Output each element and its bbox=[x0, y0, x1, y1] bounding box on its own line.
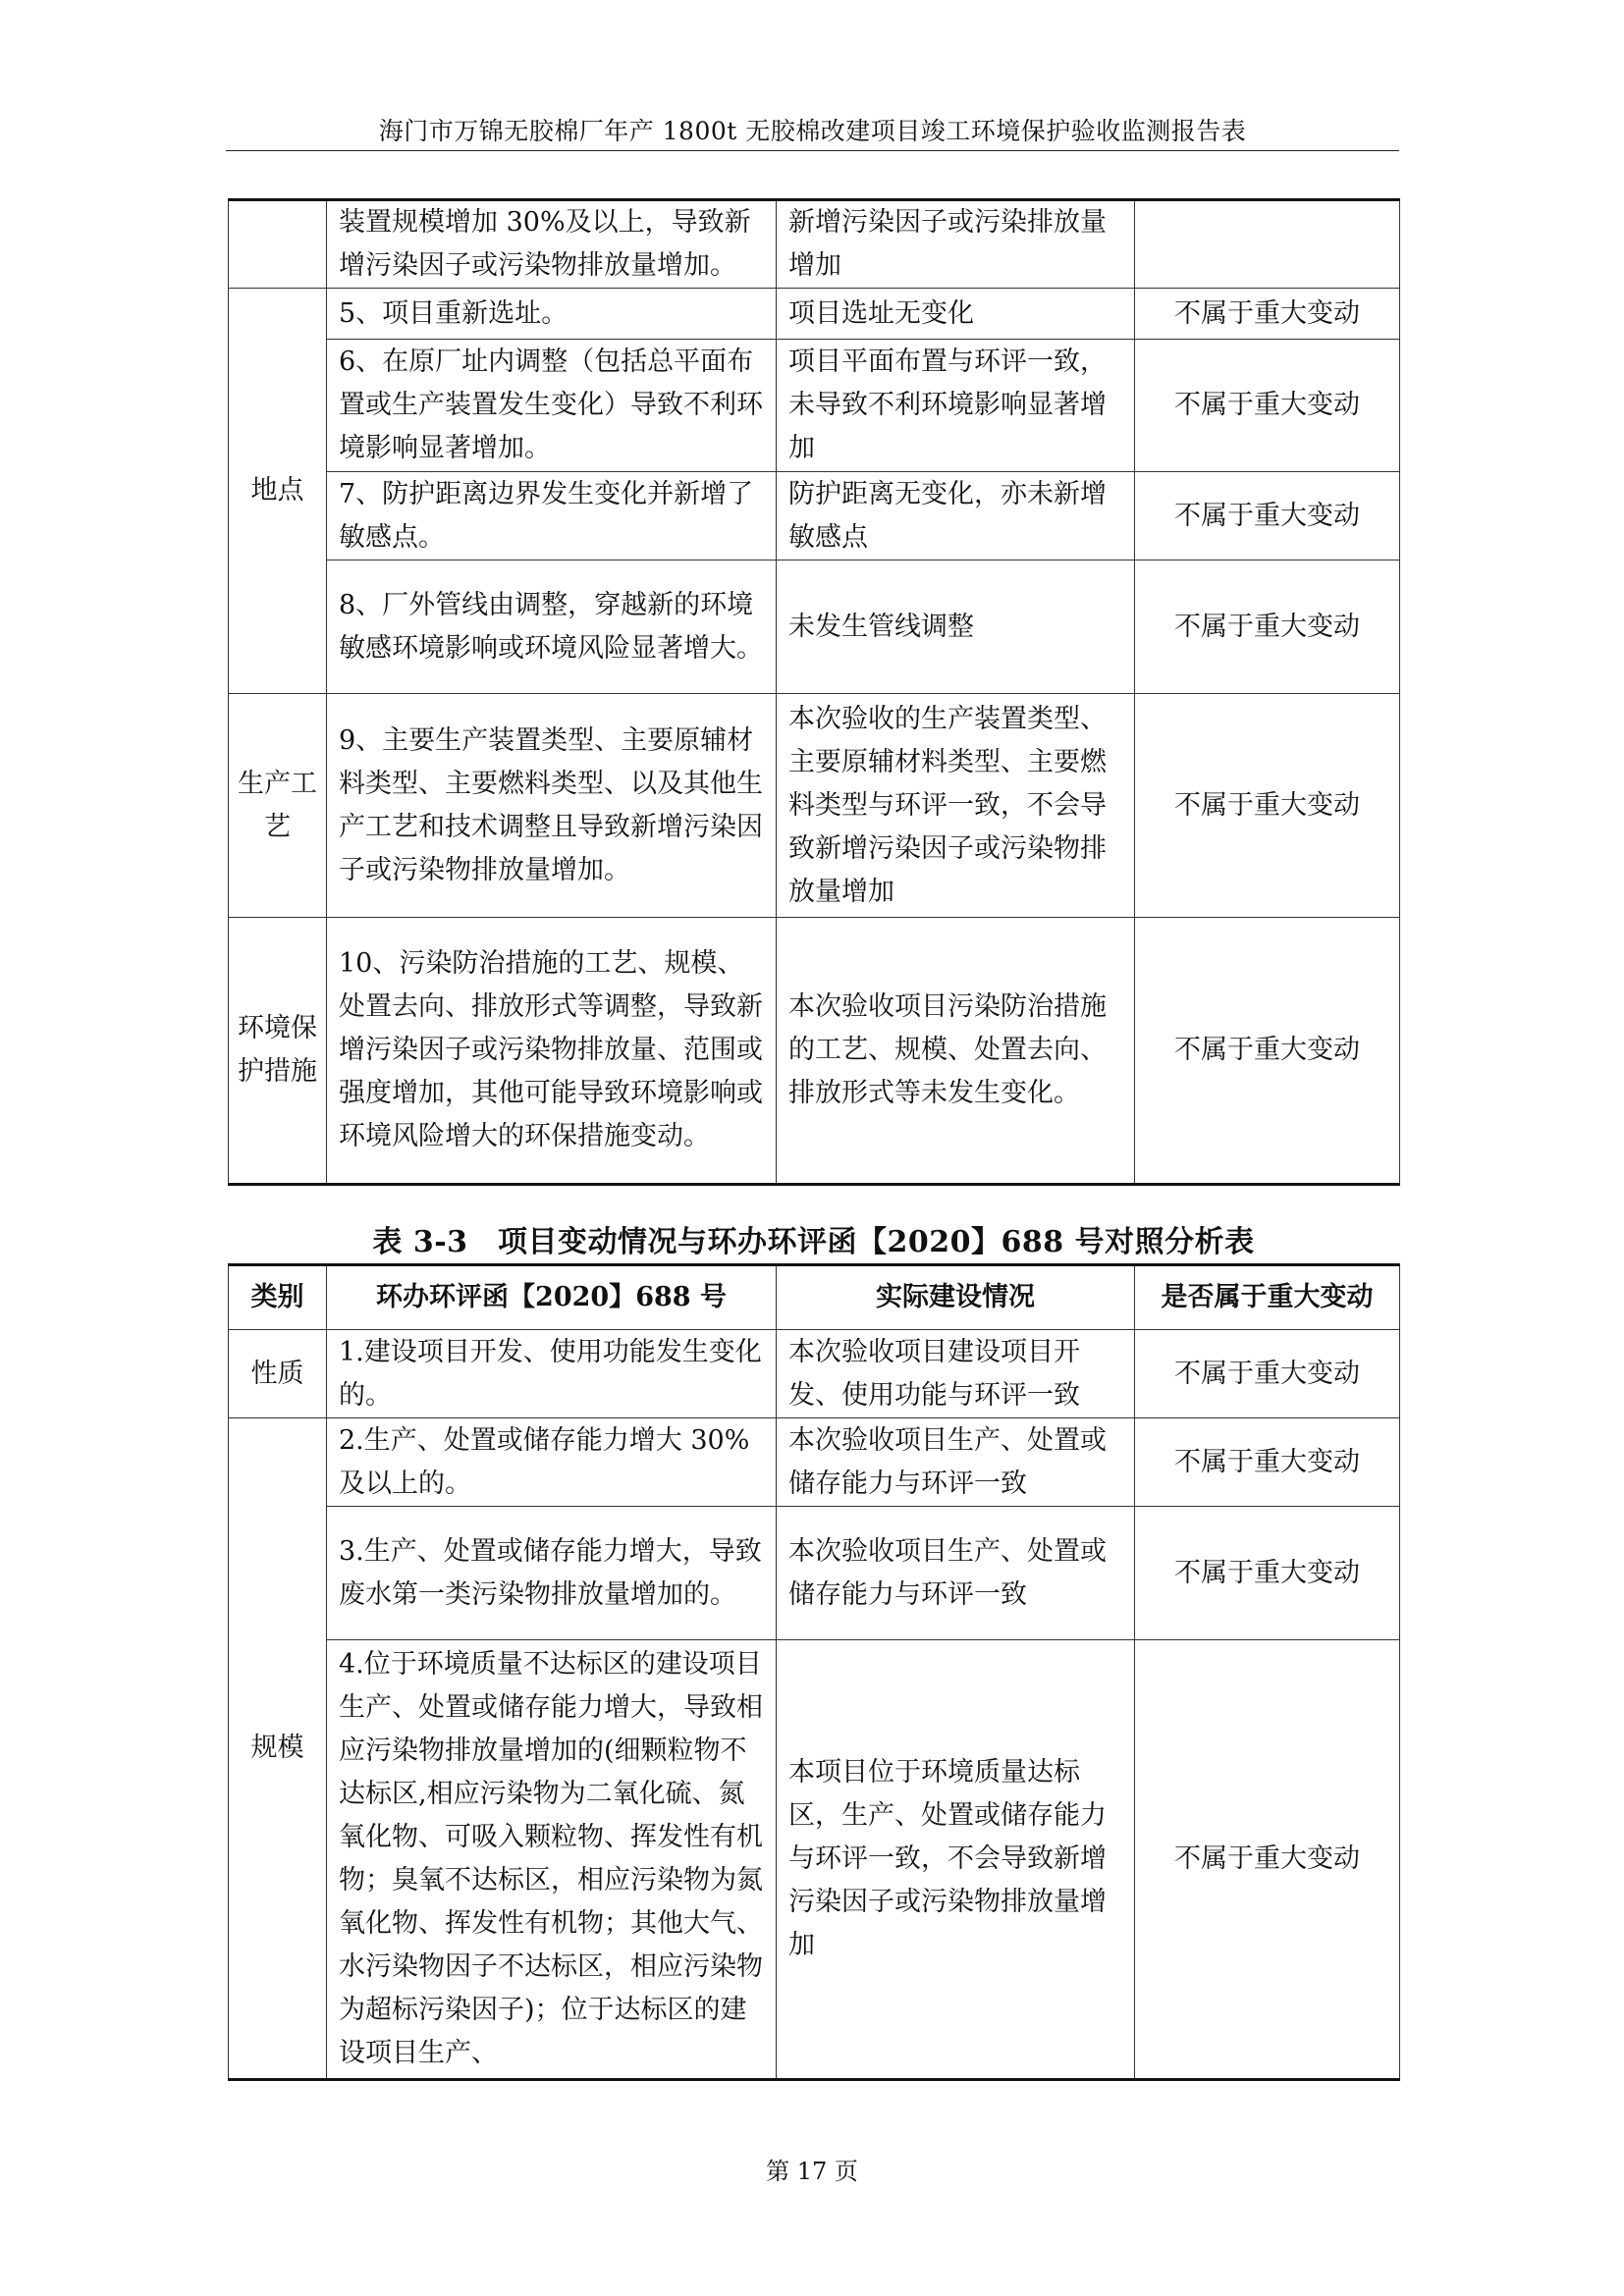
table-title: 表 3-3 项目变动情况与环办环评函【2020】688 号对照分析表 bbox=[372, 1225, 1255, 1259]
table-row bbox=[229, 1418, 1400, 1507]
page-header: 海门市万锦无胶棉厂年产 1800t 无胶棉改建项目竣工环境保护验收监测报告表 bbox=[378, 117, 1247, 145]
result-cell bbox=[1135, 200, 1400, 289]
table-row bbox=[229, 561, 1400, 694]
result-cell: 不属于重大变动 bbox=[1135, 1507, 1400, 1640]
result-cell: 不属于重大变动 bbox=[1135, 1640, 1400, 2080]
table-row bbox=[229, 1640, 1400, 2080]
requirement-cell: 10、污染防治措施的工艺、规模、处置去向、排放形式等调整，导致新增污染因子或污染物排放量、范围或强度增加，其他可能导致环境影响或环境风险增大的环保措施变动。 bbox=[327, 918, 777, 1185]
table-row bbox=[229, 1330, 1400, 1418]
result-cell: 不属于重大变动 bbox=[1135, 472, 1400, 561]
table-row bbox=[229, 289, 1400, 340]
page-number: 第 17 页 bbox=[766, 2158, 858, 2185]
actual-cell: 本次验收项目污染防治措施的工艺、规模、处置去向、排放形式等未发生变化。 bbox=[777, 918, 1135, 1185]
category-cell bbox=[229, 200, 327, 289]
requirement-cell: 5、项目重新选址。 bbox=[327, 289, 777, 340]
result-cell: 不属于重大变动 bbox=[1135, 918, 1400, 1185]
actual-cell: 本项目位于环境质量达标区，生产、处置或储存能力与环评一致，不会导致新增污染因子或污染物排放量增加 bbox=[777, 1640, 1135, 2080]
requirement-cell: 4.位于环境质量不达标区的建设项目生产、处置或储存能力增大，导致相应污染物排放量增加的(细颗粒物不达标区,相应污染物为二氧化硫、氮氧化物、可吸入颗粒物、挥发性有机物；臭氧不达标区，相应污染物为氮氧化物、挥发性有机物；其他大气、水污染物因子不达标区，相应污染物为超标污染因子)；位于达标区的建设项目生产、 bbox=[327, 1640, 777, 2080]
category-cell: 生产工艺 bbox=[229, 694, 327, 918]
header-rule bbox=[226, 150, 1399, 151]
category-cell: 性质 bbox=[229, 1330, 327, 1418]
actual-cell: 防护距离无变化，亦未新增敏感点 bbox=[777, 472, 1135, 561]
column-header: 是否属于重大变动 bbox=[1135, 1265, 1400, 1330]
actual-cell: 项目选址无变化 bbox=[777, 289, 1135, 340]
table-header-row bbox=[229, 1265, 1400, 1330]
requirement-cell: 3.生产、处置或储存能力增大，导致废水第一类污染物排放量增加的。 bbox=[327, 1507, 777, 1640]
result-cell: 不属于重大变动 bbox=[1135, 1330, 1400, 1418]
table-row bbox=[229, 694, 1400, 918]
comparison-table bbox=[228, 1263, 1400, 2081]
requirement-cell: 8、厂外管线由调整，穿越新的环境敏感环境影响或环境风险显著增大。 bbox=[327, 561, 777, 694]
actual-cell: 本次验收项目生产、处置或储存能力与环评一致 bbox=[777, 1418, 1135, 1507]
column-header: 类别 bbox=[229, 1265, 327, 1330]
change-table-continued bbox=[228, 198, 1400, 1186]
table-row bbox=[229, 472, 1400, 561]
table-row bbox=[229, 200, 1400, 289]
result-cell: 不属于重大变动 bbox=[1135, 561, 1400, 694]
actual-cell: 本次验收项目生产、处置或储存能力与环评一致 bbox=[777, 1507, 1135, 1640]
category-cell: 地点 bbox=[229, 289, 327, 694]
requirement-cell: 6、在原厂址内调整（包括总平面布置或生产装置发生变化）导致不利环境影响显著增加。 bbox=[327, 340, 777, 472]
table-row bbox=[229, 918, 1400, 1185]
column-header: 环办环评函【2020】688 号 bbox=[327, 1265, 777, 1330]
requirement-cell: 装置规模增加 30%及以上，导致新增污染因子或污染物排放量增加。 bbox=[327, 200, 777, 289]
table-row bbox=[229, 340, 1400, 472]
category-cell: 环境保护措施 bbox=[229, 918, 327, 1185]
table-row bbox=[229, 1507, 1400, 1640]
category-cell: 规模 bbox=[229, 1418, 327, 2080]
actual-cell: 未发生管线调整 bbox=[777, 561, 1135, 694]
result-cell: 不属于重大变动 bbox=[1135, 340, 1400, 472]
result-cell: 不属于重大变动 bbox=[1135, 1418, 1400, 1507]
requirement-cell: 7、防护距离边界发生变化并新增了敏感点。 bbox=[327, 472, 777, 561]
actual-cell: 本次验收项目建设项目开发、使用功能与环评一致 bbox=[777, 1330, 1135, 1418]
requirement-cell: 1.建设项目开发、使用功能发生变化的。 bbox=[327, 1330, 777, 1418]
actual-cell: 项目平面布置与环评一致，未导致不利环境影响显著增加 bbox=[777, 340, 1135, 472]
requirement-cell: 9、主要生产装置类型、主要原辅材料类型、主要燃料类型、以及其他生产工艺和技术调整且导致新增污染因子或污染物排放量增加。 bbox=[327, 694, 777, 918]
actual-cell: 新增污染因子或污染排放量增加 bbox=[777, 200, 1135, 289]
result-cell: 不属于重大变动 bbox=[1135, 694, 1400, 918]
requirement-cell: 2.生产、处置或储存能力增大 30%及以上的。 bbox=[327, 1418, 777, 1507]
result-cell: 不属于重大变动 bbox=[1135, 289, 1400, 340]
column-header: 实际建设情况 bbox=[777, 1265, 1135, 1330]
actual-cell: 本次验收的生产装置类型、主要原辅材料类型、主要燃料类型与环评一致，不会导致新增污染因子或污染物排放量增加 bbox=[777, 694, 1135, 918]
